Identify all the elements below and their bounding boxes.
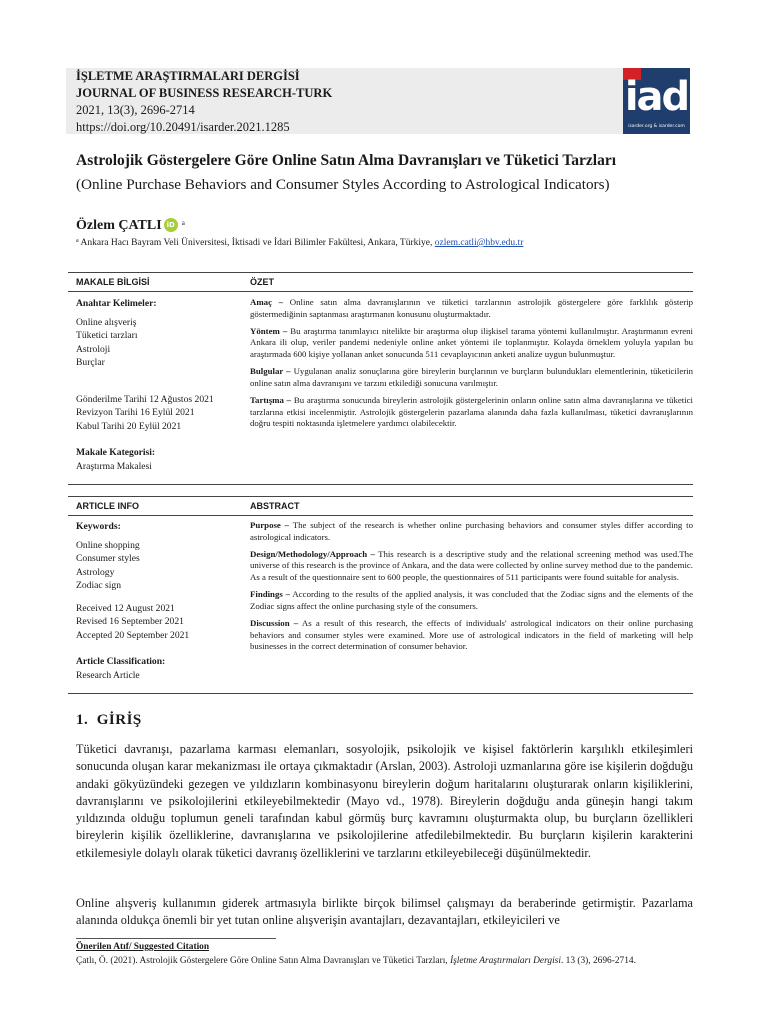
journal-logo xyxy=(623,68,690,134)
date-item: Received 12 August 2021 xyxy=(76,602,175,614)
abstract-paragraph: Purpose – The subject of the research is whether online purchasing behaviors and consumer styles differ according to astrological indicators. xyxy=(250,520,693,542)
section-number: 1. xyxy=(76,712,89,728)
journal-volume: 2021, 13(3), 2696-2714 xyxy=(76,103,195,117)
author-line xyxy=(76,218,185,234)
logo-subtext: isarder.org & isarder.com xyxy=(628,124,685,129)
box-rule xyxy=(68,291,693,292)
paper-title-en: (Online Purchase Behaviors and Consumer Styles According to Astrological Indicators) xyxy=(76,176,610,193)
box-rule xyxy=(68,484,693,485)
keyword-item: Astroloji xyxy=(76,343,111,355)
orcid-icon[interactable]: iD xyxy=(164,218,178,232)
abstract-paragraph: Design/Methodology/Approach – This research is a descriptive study and the relational screening method was used.The universe of this research is the province of Ankara, and the data were collected by online survey method due to the pandemic. As a result of the questionnaire sent to 600 people, the questionnaires of 511 participants were found suitable for analysis. xyxy=(250,548,693,582)
box-rule xyxy=(68,515,693,516)
category-value: Araştırma Makalesi xyxy=(76,460,152,472)
box-rule xyxy=(68,496,693,497)
keyword-item: Consumer styles xyxy=(76,553,140,564)
citation-heading: Önerilen Atıf/ Suggested Citation xyxy=(76,942,210,952)
abstract-paragraph: Bulgular – Uygulanan analiz sonuçlarına göre bireylerin burçlarının ve burçların bulundukları elementlerinin, tüketicilerin online satın alma davranışını ve tarzını etkilediği sonucuna varılmıştır. xyxy=(250,366,694,388)
citation-text: Çatlı, Ö. (2021). Astrolojik Göstergelere Göre Online Satın Alma Davranışları ve Tüketici Tarzları, İşletme Araştırmaları Dergisi. 13 (3), 2696-2714. xyxy=(76,956,636,966)
article-info-header: ARTICLE INFO xyxy=(76,501,139,511)
abstract-paragraph: Discussion – As a result of this research, the effects of individuals' astrological indicators on their online purchasing behaviors and consumer styles were examined. More use of astrological indicators in the field of marketing will help businesses in the correct determination of consumer behavior. xyxy=(250,617,693,652)
keyword-item: Tüketici tarzları xyxy=(76,330,138,341)
date-item: Revizyon Tarihi 16 Eylül 2021 xyxy=(76,407,195,418)
keywords-label: Anahtar Kelimeler: xyxy=(76,298,157,309)
journal-doi[interactable]: https://doi.org/10.20491/isarder.2021.1285 xyxy=(76,120,290,134)
paper-title-tr: Astrolojik Göstergelere Göre Online Satın Alma Davranışları ve Tüketici Tarzları xyxy=(76,152,617,169)
date-item: Revised 16 September 2021 xyxy=(76,616,184,627)
ozet-header: ÖZET xyxy=(250,277,274,287)
author-email-link[interactable]: ozlem.catli@hbv.edu.tr xyxy=(434,238,524,248)
en-abstract xyxy=(250,520,693,658)
abstract-paragraph: Amaç – Online satın alma davranışlarının ve tüketici tarzlarının astrolojik göstergelere göre farklılık gösterip göstermediğinin saptanması araştırmanın konusunu oluşturmaktadır. xyxy=(250,297,693,319)
category-value: Research Article xyxy=(76,669,140,681)
journal-name-tr: İŞLETME ARAŞTIRMALARI DERGİSİ xyxy=(76,69,300,83)
logo-text: iad xyxy=(624,74,689,120)
abstract-paragraph: Tartışma – Bu araştırma sonucunda bireylerin astrolojik göstergelerinin onların online satın alma davranışlarına ve tüketici tarzlarına etkisi incelenmiştir. Astrolojik göstergelerin pazarlama alanında daha fazla kullanılması, tüketici davranışlarının doğru tespiti noktasında işletmelere yardımcı olabilecektir. xyxy=(250,394,693,429)
en-article-info xyxy=(76,520,189,682)
body-paragraph: Online alışveriş kullanımın giderek artmasıyla birlikte birçok bilimsel çalışmayı da beraberinde getirmiştir. Pazarlama alanında oldukça önemli bir yet tutan online alışverişin avantajları, dezavantajları, etkileyicileri ve xyxy=(76,896,693,928)
date-item: Kabul Tarihi 20 Eylül 2021 xyxy=(76,420,182,432)
category-label: Makale Kategorisi: xyxy=(76,447,156,458)
keywords-label: Keywords: xyxy=(76,521,121,532)
keyword-item: Online shopping xyxy=(76,539,140,551)
box-rule xyxy=(68,693,693,694)
affiliation-text: Ankara Hacı Bayram Veli Üniversitesi, İktisadi ve İdari Bilimler Fakültesi, Ankara, Türkiye, xyxy=(80,238,433,248)
abstract-paragraph: Yöntem – Bu araştırma tanımlayıcı nitelikte bir araştırma olup ilişkisel tarama yöntemi kullanılmıştır. Araştırmanın evreni Ankara ili olup, veriler pandemi nedeniyle online anket yöntemi ile toplanmıştır. Kolayda örneklem yoluyla yapılan bu araştırmada 600 kişiye yollanan anket sonucunda 511 cevaplayıcının anketi analize uygun bulunmuştur. xyxy=(250,325,693,359)
journal-name-en: JOURNAL OF BUSINESS RESEARCH-TURK xyxy=(76,86,333,100)
keyword-item: Astrology xyxy=(76,566,115,578)
affiliation xyxy=(76,238,523,248)
affiliation-marker: a xyxy=(76,238,79,244)
keyword-item: Online alışveriş xyxy=(76,316,137,328)
author-superscript: a xyxy=(181,219,185,227)
abstract-header: ABSTRACT xyxy=(250,501,300,511)
section-heading xyxy=(76,712,142,729)
abstract-paragraph: Findings – According to the results of the applied analysis, it was concluded that the Zodiac signs and the elements of the Zodiac signs affect the online purchasing style of the consumers. xyxy=(250,589,693,611)
body-paragraph: Tüketici davranışı, pazarlama karması elemanları, sosyolojik, psikolojik ve kişisel faktörlerin karşılıklı etkileşimleri sonucunda oluşan karar mekanizması ile ortaya çıkmaktadır (Arslan, 2003). Astroloji uzmanlarına göre ise kişilerin doğduğu andaki gökyüzündeki gezegen ve yıldızların kombinasyonu bireylerin doğum haritalarını oluşturarak onların kişiliklerini, davranışlarını ve psikolojilerini etkileyebilmektedir (Mayo vd., 1978). Bireylerin doğduğu anda güneşin hangi takım yıldızında olduğu toplumun geneli tarafından kabul görmüş burç kavramını oluşturmakta olup, bu burçların özellikleri bireylerin kişilik özelliklerine, davranışlarına ve psikolojilerine atfedilebilmektedir. Bu burçların kişilerin karakterini etkilemesiyle dolaylı olarak tüketici davranış özelliklerini ve tarzlarını etkileyebileceği düşünülmektedir. xyxy=(76,742,693,860)
tr-article-info xyxy=(76,297,214,473)
section-title: GİRİŞ xyxy=(96,712,142,728)
journal-info xyxy=(76,68,332,136)
box-rule xyxy=(68,272,693,273)
category-label: Article Classification: xyxy=(76,656,166,667)
citation-journal: İşletme Araştırmaları Dergisi xyxy=(450,956,561,966)
date-item: Gönderilme Tarihi 12 Ağustos 2021 xyxy=(76,393,214,405)
tr-abstract xyxy=(250,297,693,435)
keyword-item: Zodiac sign xyxy=(76,580,122,591)
date-item: Accepted 20 September 2021 xyxy=(76,629,190,641)
author-name: Özlem ÇATLI xyxy=(76,218,162,233)
makale-bilgisi-header: MAKALE BİLGİSİ xyxy=(76,277,150,287)
footer-rule xyxy=(76,938,276,939)
keyword-item: Burçlar xyxy=(76,357,105,368)
